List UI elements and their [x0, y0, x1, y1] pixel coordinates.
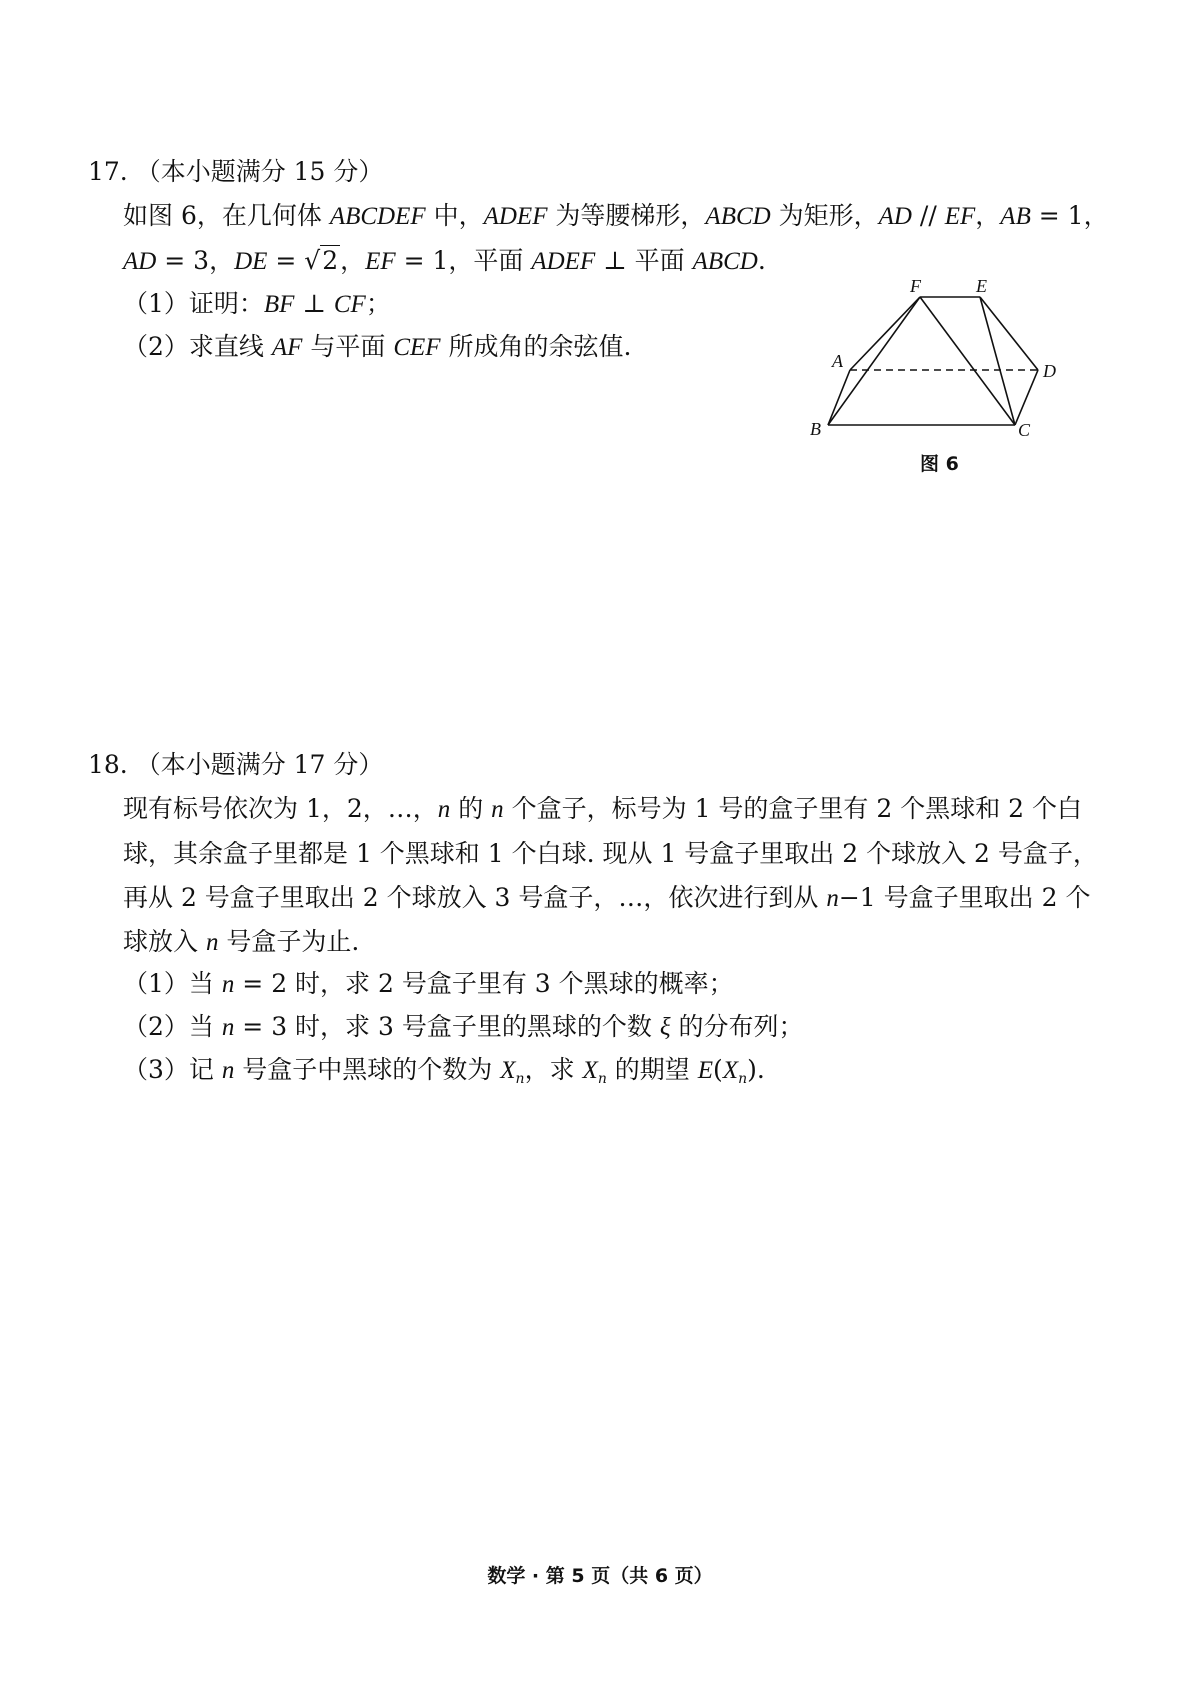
- edge-CE: [980, 297, 1015, 425]
- question-17-header: 17. （本小题满分 15 分）: [88, 157, 384, 186]
- vertex-label-C: C: [1018, 420, 1031, 440]
- edge-ED: [980, 297, 1038, 370]
- sqrt-symbol: √: [304, 246, 321, 275]
- question-18-part-1: （1）当 n = 2 时，求 2 号盒子里有 3 个黑球的概率；: [123, 969, 734, 998]
- question-17-part-1: （1）证明：BF ⊥ CF；: [123, 289, 391, 318]
- edge-CD: [1015, 370, 1038, 425]
- figure-caption: 图 6: [920, 453, 959, 475]
- vertex-label-B: B: [810, 419, 821, 439]
- question-17-part-2: （2）求直线 AF 与平面 CEF 所成角的余弦值.: [123, 332, 632, 361]
- question-18-part-3: （3）记 n 号盒子中黑球的个数为 $X_n$，求 $X_n$ 的期望 $E(X_n)$.: [123, 1055, 765, 1087]
- page-footer: 数学 · 第 5 页（共 6 页）: [487, 1565, 713, 1587]
- question-18-line-2: 球，其余盒子里都是 1 个黑球和 1 个白球. 现从 1 号盒子里取出 2 个球放入 2 号盒子，: [123, 839, 1098, 868]
- edge-AF: [850, 297, 920, 370]
- question-18-line-3: 再从 2 号盒子里取出 2 个球放入 3 号盒子，…，依次进行到从 n−1 号盒子里取出 2 个: [123, 883, 1091, 912]
- vertex-label-F: F: [910, 276, 921, 296]
- question-18-part-2: （2）当 n = 3 时，求 3 号盒子里的黑球的个数 ξ 的分布列；: [123, 1012, 804, 1041]
- question-17-line-2: AD = 3，DE = √2，EF = 1，平面 ADEF ⊥ 平面 ABCD.: [123, 246, 766, 275]
- question-18-header: 18. （本小题满分 17 分）: [88, 750, 384, 779]
- question-18-line-1: 现有标号依次为 1，2，…，n 的 n 个盒子，标号为 1 号的盒子里有 2 个黑球和 2 个白: [123, 794, 1083, 823]
- edge-CF: [920, 297, 1015, 425]
- vertex-label-D: D: [1043, 361, 1056, 381]
- sqrt-radicand: 2: [322, 246, 339, 275]
- vertex-label-A: A: [832, 351, 843, 371]
- question-17-line-1: 如图 6，在几何体 ABCDEF 中，ADEF 为等腰梯形，ABCD 为矩形，AD // EF，AB = 1，: [123, 201, 1109, 230]
- edge-AB: [828, 370, 850, 425]
- vertex-label-E: E: [976, 276, 987, 296]
- question-18-line-4: 球放入 n 号盒子为止.: [123, 927, 360, 956]
